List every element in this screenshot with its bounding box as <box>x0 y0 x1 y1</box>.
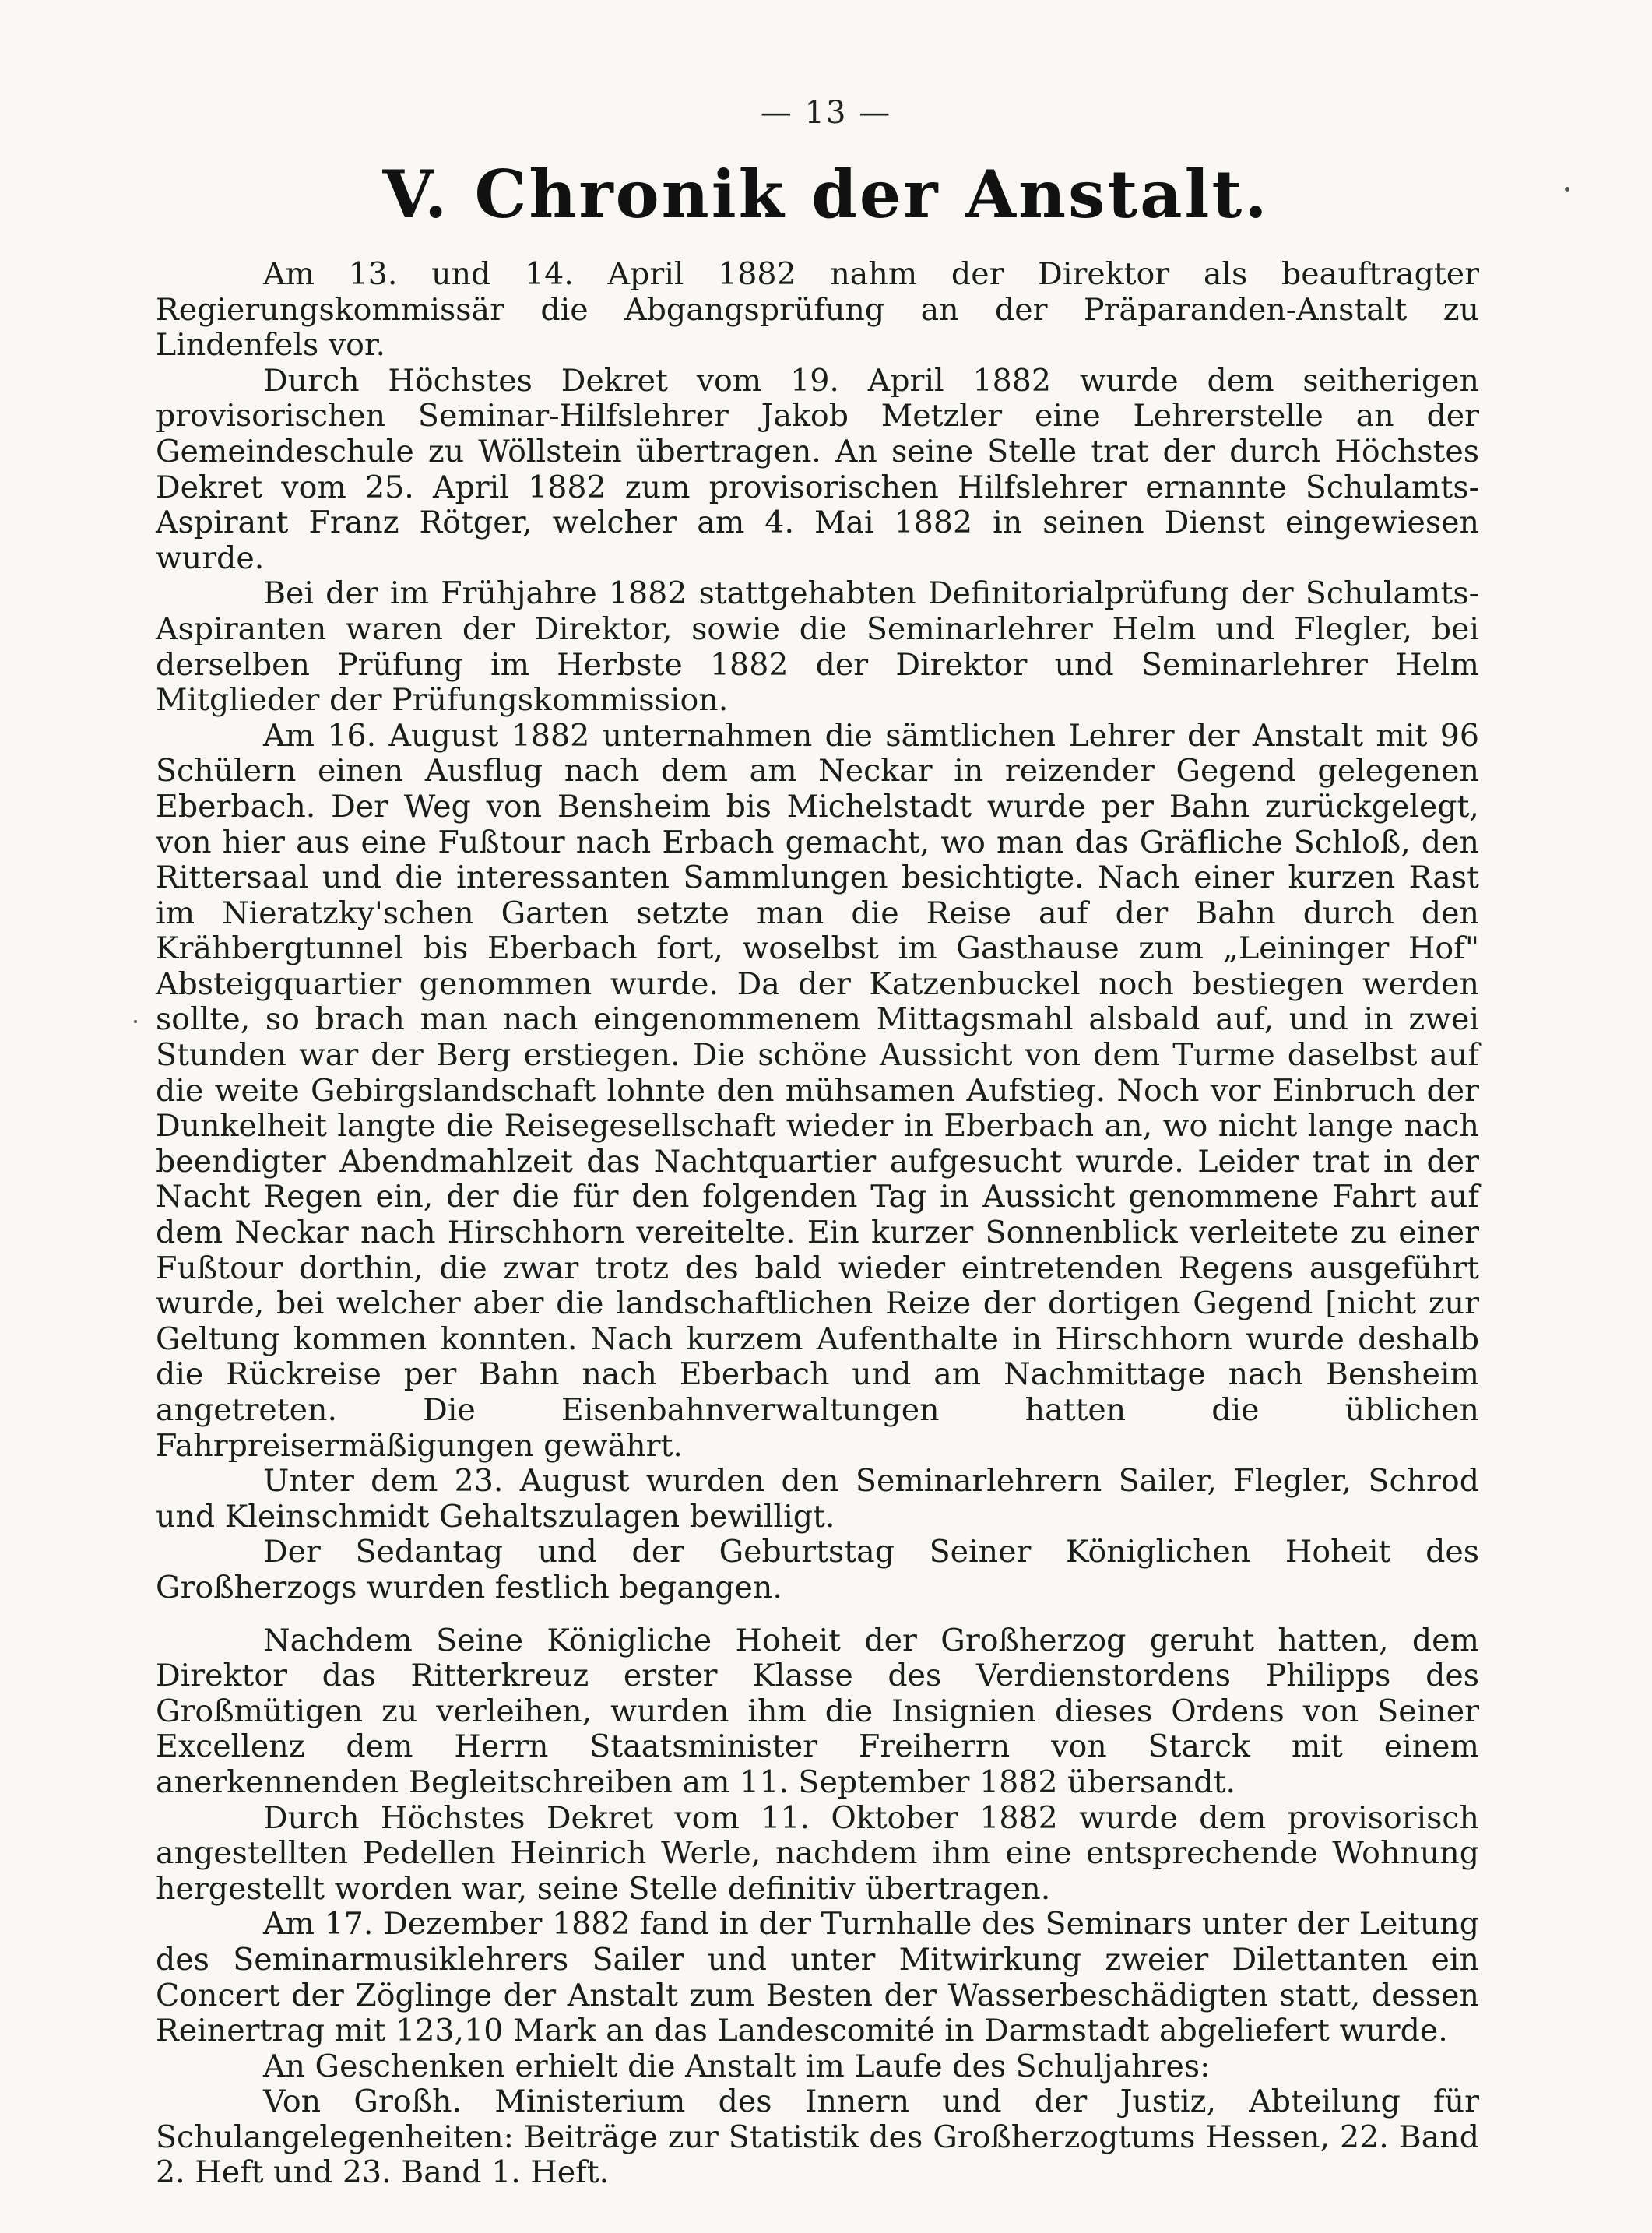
paragraph: Nachdem Seine Königliche Hoheit der Großherzog geruht hatten, dem Direktor das Ritterkreuz erster Klasse des Verdienstordens Philipps des Großmütigen zu verleihen, wurden ihm die Insignien dieses Ordens von Seiner Excellenz dem Herrn Staatsminister Freiherrn von Starck mit einem anerkennenden Begleitschreiben am 11. September 1882 übersandt. <box>156 1622 1479 1800</box>
paragraph: Bei der im Frühjahre 1882 stattgehabten Definitorialprüfung der Schulamts-Aspiranten waren der Direktor, sowie die Seminarlehrer Helm und Flegler, bei derselben Prüfung im Herbste 1882 der Direktor und Seminarlehrer Helm Mitglieder der Prüfungskommission. <box>156 575 1479 719</box>
paragraph: Durch Höchstes Dekret vom 11. Oktober 1882 wurde dem provisorisch angestellten Pedellen Heinrich Werle, nachdem ihm eine entsprechende Wohnung hergestellt worden war, seine Stelle definitiv übertragen. <box>156 1799 1479 1907</box>
paragraph: An Geschenken erhielt die Anstalt im Laufe des Schuljahres: <box>263 2048 1211 2084</box>
paragraph: Von Großh. Ministerium des Innern und der Justiz, Abteilung für Schulangelegenheiten: Beiträge zur Statistik des Großherzogtums Hessen, 22. Band 2. Heft und 23. Band 1. Heft. <box>156 2084 1479 2191</box>
print-speck <box>134 1020 137 1023</box>
paragraph: Am 17. Dezember 1882 fand in der Turnhalle des Seminars unter der Leitung des Seminarmusiklehrers Sailer und unter Mitwirkung zweier Dilettanten ein Concert der Zöglinge der Anstalt zum Besten der Wasserbeschädigten statt, dessen Reinertrag mit 123,10 Mark an das Landescomité in Darmstadt abgeliefert wurde. <box>156 1906 1479 2049</box>
paragraph: Unter dem 23. August wurden den Seminarlehrern Sailer, Flegler, Schrod und Kleinschmidt Gehaltszulagen bewilligt. <box>156 1463 1479 1535</box>
paragraph: Der Sedantag und der Geburtstag Seiner Königlichen Hoheit des Großherzogs wurden festlich begangen. <box>156 1534 1479 1605</box>
paragraph: Durch Höchstes Dekret vom 19. April 1882 wurde dem seitherigen provisorischen Seminar-Hilfslehrer Jakob Metzler eine Lehrerstelle an der Gemeindeschule zu Wöllstein übertragen. An seine Stelle trat der durch Höchstes Dekret vom 25. April 1882 zum provisorischen Hilfslehrer ernannte Schulamts-Aspirant Franz Rötger, welcher am 4. Mai 1882 in seinen Dienst eingewiesen wurde. <box>156 362 1479 576</box>
chapter-title: V. Chronik der Anstalt. <box>382 156 1270 233</box>
paragraph: Am 13. und 14. April 1882 nahm der Direktor als beauftragter Regierungskommissär die Abgangsprüfung an der Präparanden-Anstalt zu Lindenfels vor. <box>156 256 1479 364</box>
page-number: — 13 — <box>760 95 892 131</box>
paragraph: Am 16. August 1882 unternahmen die sämtlichen Lehrer der Anstalt mit 96 Schülern einen Ausflug nach dem am Neckar in reizender Gegend gelegenen Eberbach. Der Weg von Bensheim bis Michelstadt wurde per Bahn zurückgelegt, von hier aus eine Fußtour nach Erbach gemacht, wo man das Gräfliche Schloß, den Rittersaal und die interessanten Sammlungen besichtigte. Nach einer kurzen Rast im Nieratzky'schen Garten setzte man die Reise auf der Bahn durch den Krähbergtunnel bis Eberbach fort, woselbst im Gasthause zum „Leininger Hof" Absteigquartier genommen wurde. Da der Katzenbuckel noch bestiegen werden sollte, so brach man nach eingenommenem Mittagsmahl alsbald auf, und in zwei Stunden war der Berg erstiegen. Die schöne Aussicht von dem Turme daselbst auf die weite Gebirgslandschaft lohnte den mühsamen Aufstieg. Noch vor Einbruch der Dunkelheit langte die Reisegesellschaft wieder in Eberbach an, wo nicht lange nach beendigter Abendmahlzeit das Nachtquartier aufgesucht wurde. Leider trat in der Nacht Regen ein, der die für den folgenden Tag in Aussicht genommene Fahrt auf dem Neckar nach Hirschhorn vereitelte. Ein kurzer Sonnenblick verleitete zu einer Fußtour dorthin, die zwar trotz des bald wieder eintretenden Regens ausgeführt wurde, bei welcher aber die landschaftlichen Reize der dortigen Gegend [nicht zur Geltung kommen konnten. Nach kurzem Aufenthalte in Hirschhorn wurde deshalb die Rückreise per Bahn nach Eberbach und am Nachmittage nach Bensheim angetreten. Die Eisenbahnverwaltungen hatten die üblichen Fahrpreisermäßigungen gewährt. <box>156 717 1479 1464</box>
paragraph-spacer <box>156 1606 1479 1623</box>
print-speck <box>1565 187 1569 192</box>
body-text <box>156 257 1479 2191</box>
